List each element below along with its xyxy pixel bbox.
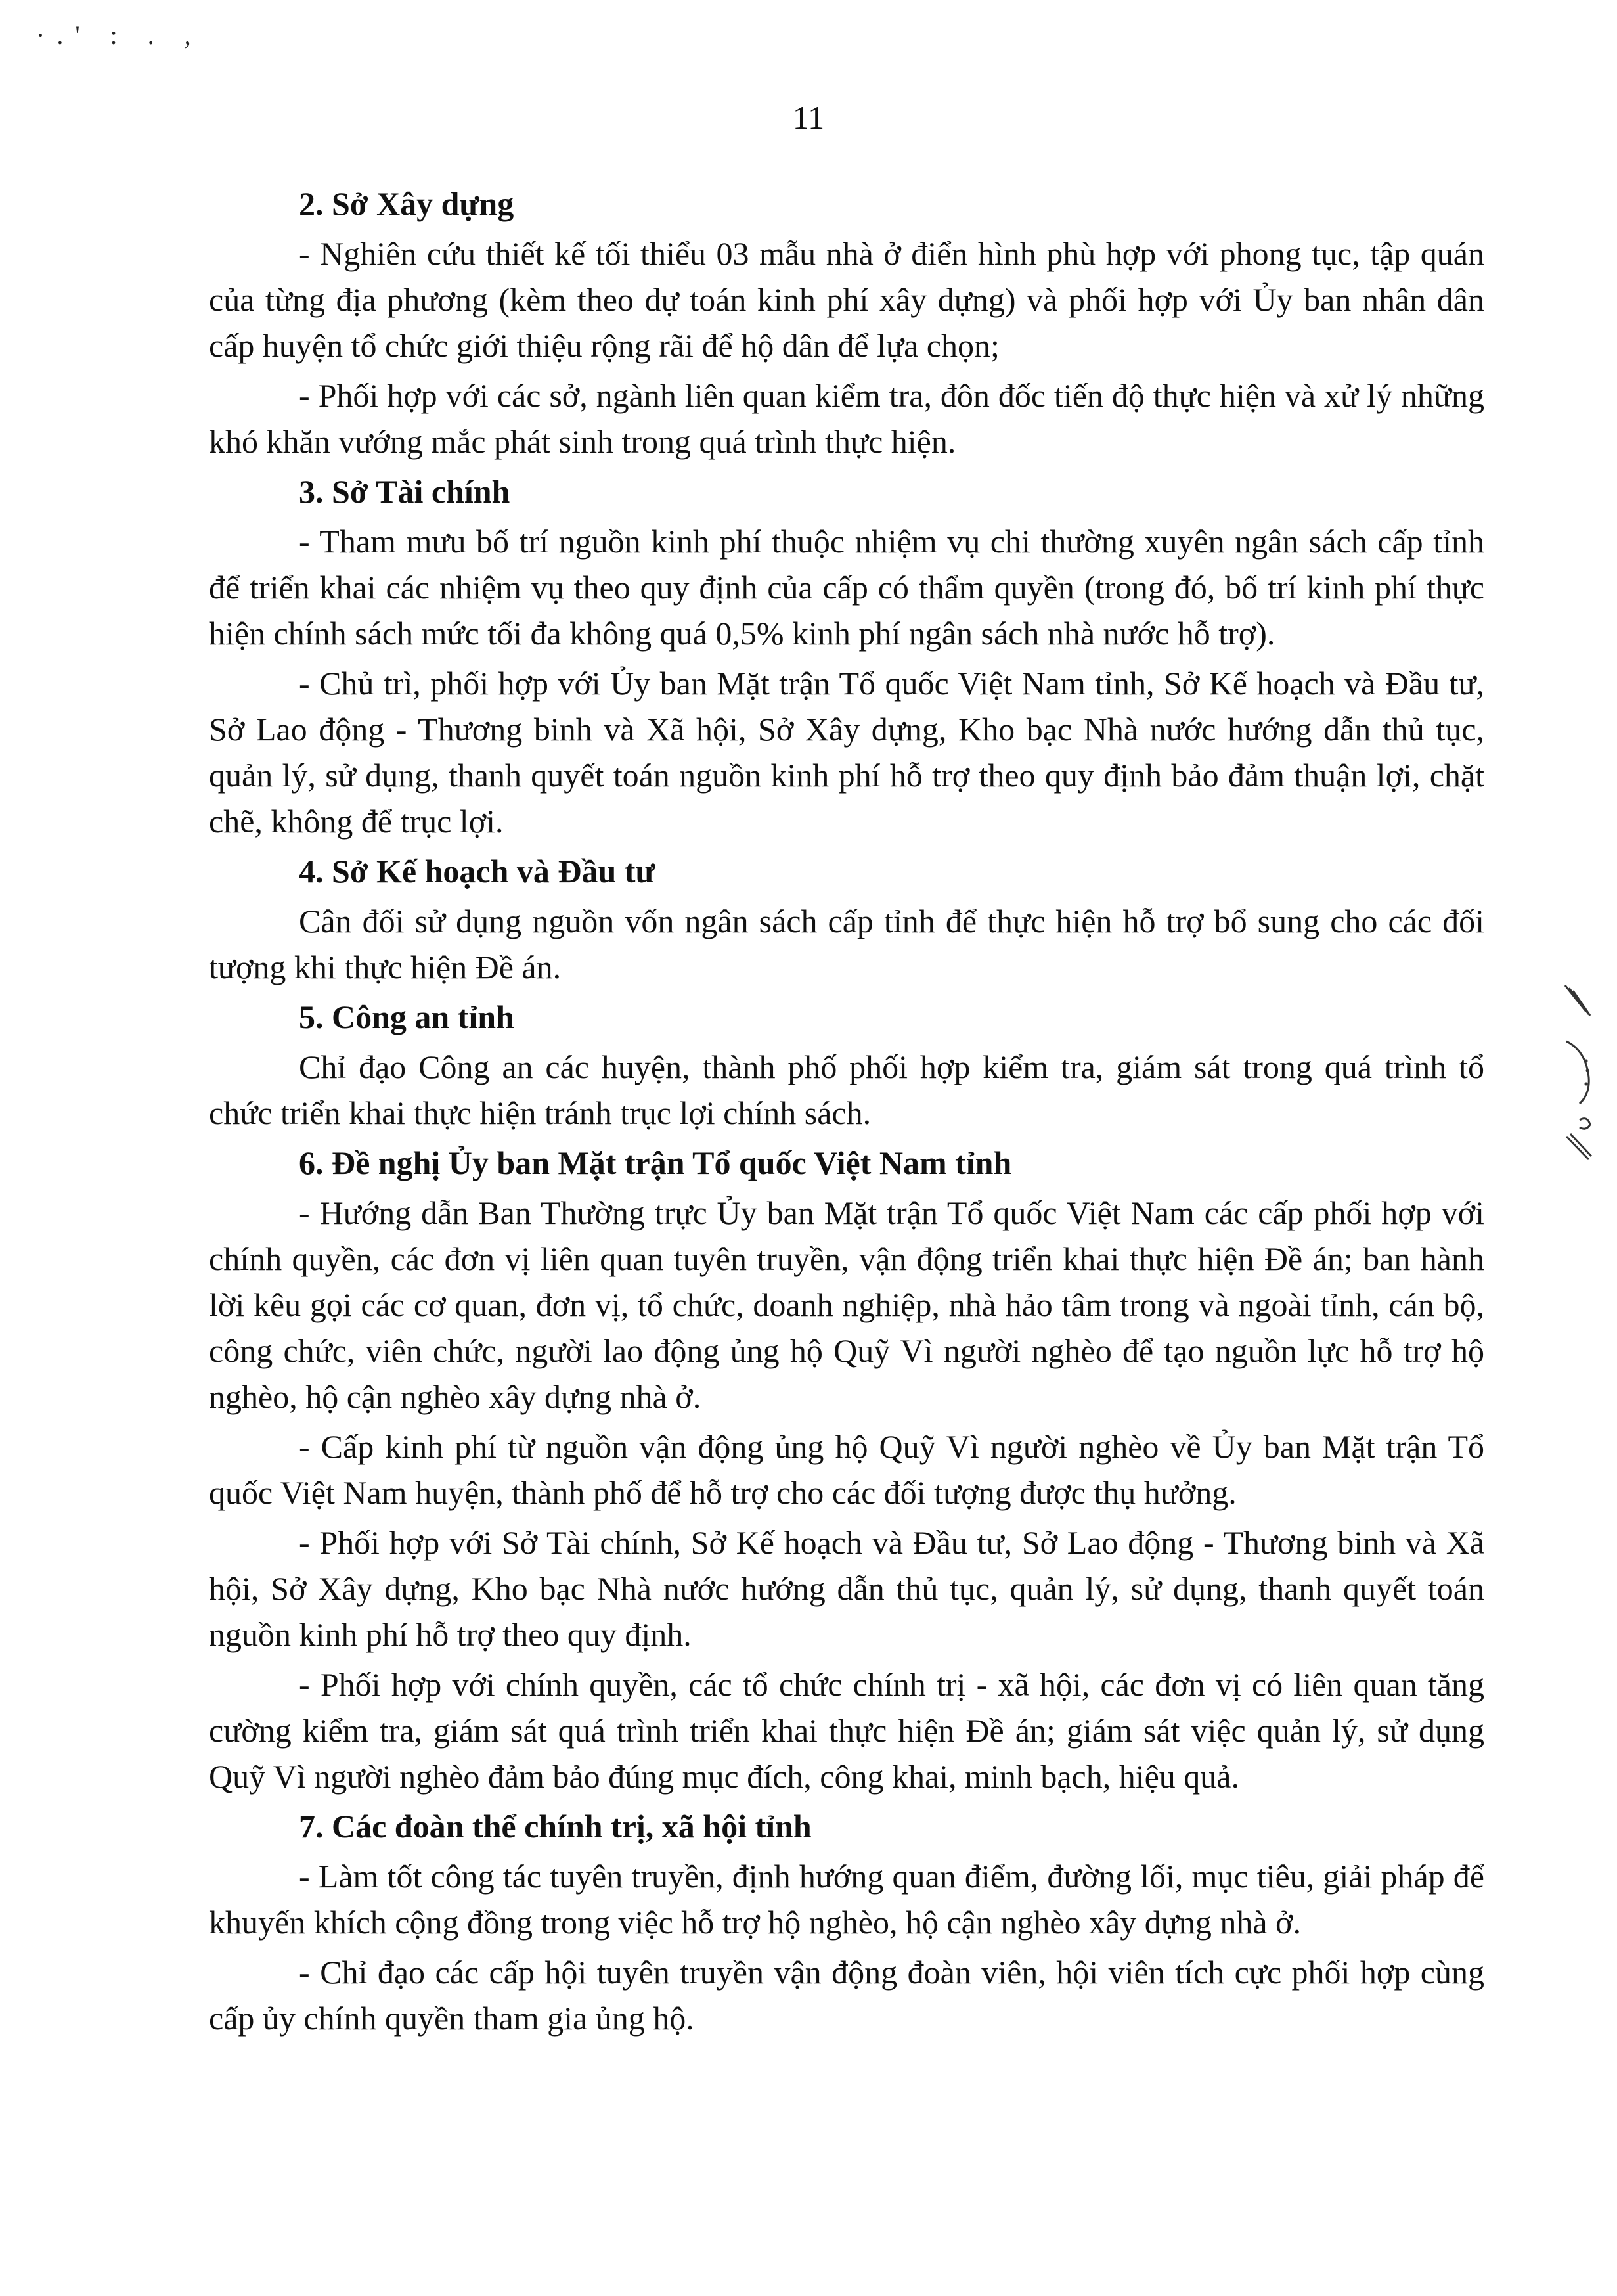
paragraph: - Chủ trì, phối hợp với Ủy ban Mặt trận Tổ quốc Việt Nam tỉnh, Sở Kế hoạch và Đầu tư, Sở Lao động - Thương binh và Xã hội, Sở Xây dựng, Kho bạc Nhà nước hướng dẫn thủ tục, quản lý, sử dụng, thanh quyết toán nguồn kinh phí hỗ trợ theo quy định bảo đảm thuận lợi, chặt chẽ, không để trục lợi. xyxy=(209,665,1484,840)
paragraph: - Nghiên cứu thiết kế tối thiểu 03 mẫu nhà ở điển hình phù hợp với phong tục, tập quán của từng địa phương (kèm theo dự toán kinh phí xây dựng) và phối hợp với Ủy ban nhân dân cấp huyện tổ chức giới thiệu rộng rãi để hộ dân để lựa chọn; xyxy=(209,235,1484,364)
section-so-xay-dung xyxy=(209,181,1484,464)
paragraph: - Tham mưu bố trí nguồn kinh phí thuộc nhiệm vụ chi thường xuyên ngân sách cấp tỉnh để triển khai các nhiệm vụ theo quy định của cấp có thẩm quyền (trong đó, bố trí kinh phí thực hiện chính sách mức tối đa không quá 0,5% kinh phí ngân sách nhà nước hỗ trợ). xyxy=(209,523,1484,652)
section-heading: 3. Sở Tài chính xyxy=(299,473,510,510)
margin-seal-stamp xyxy=(1560,979,1599,1163)
paragraph: - Phối hợp với chính quyền, các tổ chức chính trị - xã hội, các đơn vị có liên quan tăng cường kiểm tra, giám sát quá trình triển khai thực hiện Đề án; giám sát việc quản lý, sử dụng Quỹ Vì người nghèo đảm bảo đúng mục đích, công khai, minh bạch, hiệu quả. xyxy=(209,1666,1484,1795)
paragraph: - Cấp kinh phí từ nguồn vận động ủng hộ Quỹ Vì người nghèo về Ủy ban Mặt trận Tổ quốc Việt Nam huyện, thành phố để hỗ trợ cho các đối tượng được thụ hưởng. xyxy=(209,1428,1484,1511)
paragraph: Chỉ đạo Công an các huyện, thành phố phối hợp kiểm tra, giám sát trong quá trình tổ chức triển khai thực hiện tránh trục lợi chính sách. xyxy=(209,1048,1484,1131)
section-heading: 4. Sở Kế hoạch và Đầu tư xyxy=(299,853,655,889)
section-heading: 6. Đề nghị Ủy ban Mặt trận Tổ quốc Việt Nam tỉnh xyxy=(299,1144,1012,1181)
section-so-tai-chinh xyxy=(209,468,1484,844)
section-heading: 2. Sở Xây dựng xyxy=(299,185,514,222)
section-mat-tran-to-quoc xyxy=(209,1140,1484,1799)
paragraph: - Phối hợp với Sở Tài chính, Sở Kế hoạch và Đầu tư, Sở Lao động - Thương binh và Xã hội, Sở Xây dựng, Kho bạc Nhà nước hướng dẫn thủ tục, quản lý, sử dụng, thanh quyết toán nguồn kinh phí hỗ trợ theo quy định. xyxy=(209,1524,1484,1653)
paragraph: - Hướng dẫn Ban Thường trực Ủy ban Mặt trận Tổ quốc Việt Nam các cấp phối hợp với chính quyền, các đơn vị liên quan tuyên truyền, vận động triển khai thực hiện Đề án; ban hành lời kêu gọi các cơ quan, đơn vị, tổ chức, doanh nghiệp, nhà hảo tâm trong và ngoài tỉnh, cán bộ, công chức, viên chức, người lao động ủng hộ Quỹ Vì người nghèo để tạo nguồn lực hỗ trợ hộ nghèo, hộ cận nghèo xây dựng nhà ở. xyxy=(209,1194,1484,1415)
section-heading: 7. Các đoàn thể chính trị, xã hội tỉnh xyxy=(299,1808,812,1845)
corner-marks: ·.' : . , xyxy=(36,20,203,50)
paragraph: - Làm tốt công tác tuyên truyền, định hướng quan điểm, đường lối, mục tiêu, giải pháp để khuyến khích cộng đồng trong việc hỗ trợ hộ nghèo, hộ cận nghèo xây dựng nhà ở. xyxy=(209,1858,1484,1941)
paragraph: Cân đối sử dụng nguồn vốn ngân sách cấp tỉnh để thực hiện hỗ trợ bổ sung cho các đối tượng khi thực hiện Đề án. xyxy=(209,903,1484,985)
paragraph: - Chỉ đạo các cấp hội tuyên truyền vận động đoàn viên, hội viên tích cực phối hợp cùng cấp ủy chính quyền tham gia ủng hộ. xyxy=(209,1954,1484,2037)
document-body xyxy=(209,181,1484,2045)
section-cong-an-tinh xyxy=(209,994,1484,1136)
section-doan-the-chinh-tri xyxy=(209,1803,1484,2041)
paragraph: - Phối hợp với các sở, ngành liên quan kiểm tra, đôn đốc tiến độ thực hiện và xử lý những khó khăn vướng mắc phát sinh trong quá trình thực hiện. xyxy=(209,377,1484,460)
section-heading: 5. Công an tỉnh xyxy=(299,999,514,1035)
page-number: 11 xyxy=(792,99,825,136)
section-so-ke-hoach-dau-tu xyxy=(209,848,1484,990)
